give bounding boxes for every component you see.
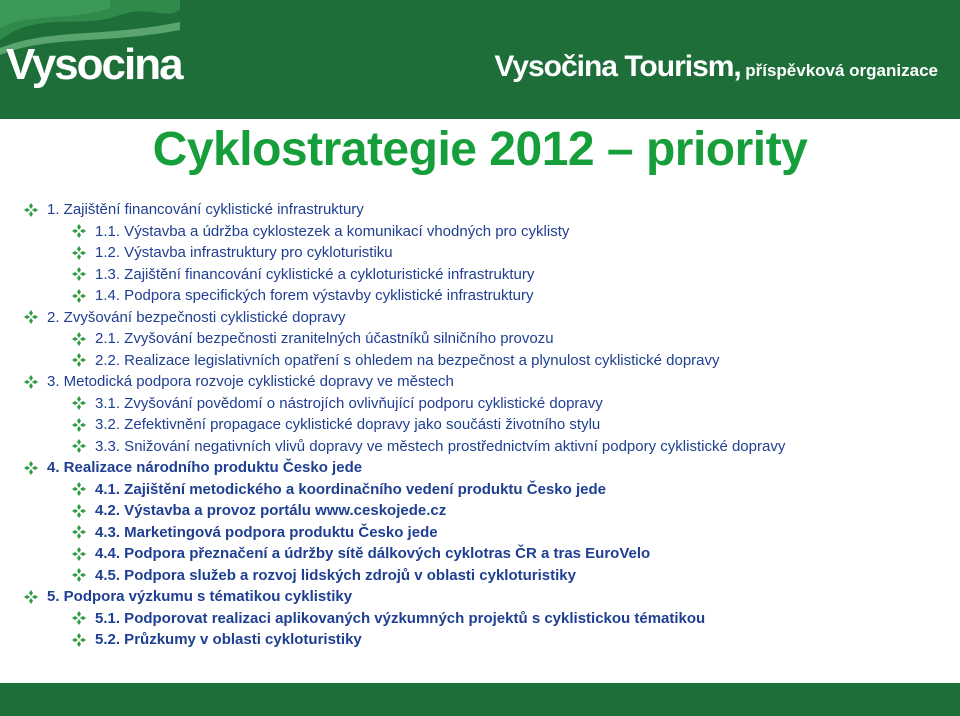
diamond-bullet-icon [72,525,86,539]
diamond-bullet-icon [72,246,86,260]
sub-priority-item [24,565,944,587]
item-text: 4. Realizace národního produktu Česko jede [47,459,363,477]
org-name: Vysočina Tourism, [494,50,741,83]
priority-item [24,307,944,329]
item-text: 3.3. Snižování negativních vlivů dopravy ve městech prostřednictvím aktivní podpory cyklistické dopravy [95,437,786,455]
priority-item [24,371,944,393]
sub-priority-item [24,436,944,458]
diamond-bullet-icon [72,633,86,647]
item-text: 2. Zvyšování bezpečnosti cyklistické dopravy [47,308,346,326]
sub-priority-item [24,285,944,307]
diamond-bullet-icon [72,482,86,496]
item-text: 4.2. Výstavba a provoz portálu www.ceskojede.cz [95,502,447,520]
diamond-bullet-icon [72,547,86,561]
diamond-bullet-icon [72,332,86,346]
sub-priority-item [24,543,944,565]
item-text: 2.2. Realizace legislativních opatření s ohledem na bezpečnost a plynulost cyklistické dopravy [95,351,720,369]
item-text: 5.1. Podporovat realizaci aplikovaných výzkumných projektů s cyklistickou tématikou [95,609,706,627]
diamond-bullet-icon [72,504,86,518]
diamond-bullet-icon [72,289,86,303]
item-text: 5. Podpora výzkumu s tématikou cyklistiky [47,588,353,606]
sub-priority-item [24,522,944,544]
item-text: 1.4. Podpora specifických forem výstavby cyklistické infrastruktury [95,287,534,305]
sub-priority-item [24,500,944,522]
sub-priority-item [24,242,944,264]
item-text: 1. Zajištění financování cyklistické infrastruktury [47,201,364,219]
sub-priority-item [24,414,944,436]
logo-wordmark: Vysocina [6,40,182,89]
sub-priority-item [24,221,944,243]
item-text: 1.2. Výstavba infrastruktury pro cykloturistiku [95,244,393,262]
organization-name [494,50,938,84]
item-text: 4.1. Zajištění metodického a koordinačního vedení produktu Česko jede [95,480,606,498]
item-text: 1.1. Výstavba a údržba cyklostezek a komunikací vhodných pro cyklisty [95,222,570,240]
item-text: 3.2. Zefektivnění propagace cyklistické dopravy jako součásti životního stylu [95,416,601,434]
sub-priority-item [24,479,944,501]
item-text: 3. Metodická podpora rozvoje cyklistické dopravy ve městech [47,373,454,391]
diamond-bullet-icon [72,396,86,410]
diamond-bullet-icon [72,611,86,625]
item-text: 3.1. Zvyšování povědomí o nástrojích ovlivňující podporu cyklistické dopravy [95,394,603,412]
item-text: 4.4. Podpora přeznačení a údržby sítě dálkových cyklotras ČR a tras EuroVelo [95,545,651,563]
sub-priority-item [24,393,944,415]
diamond-bullet-icon [24,590,38,604]
priority-item [24,586,944,608]
diamond-bullet-icon [72,418,86,432]
slide-title: Cyklostrategie 2012 – priority [152,123,808,176]
org-type: příspěvková organizace [745,61,938,80]
priority-item [24,457,944,479]
diamond-bullet-icon [72,439,86,453]
vysocina-logo [0,0,180,119]
diamond-bullet-icon [24,203,38,217]
sub-priority-item [24,629,944,651]
priority-list [24,199,944,651]
header-bar [0,0,960,119]
sub-priority-item [24,608,944,630]
diamond-bullet-icon [72,267,86,281]
diamond-bullet-icon [72,353,86,367]
item-text: 1.3. Zajištění financování cyklistické a cykloturistické infrastruktury [95,265,535,283]
diamond-bullet-icon [72,224,86,238]
footer-bar [0,683,960,716]
priority-item [24,199,944,221]
sub-priority-item [24,264,944,286]
sub-priority-item [24,328,944,350]
diamond-bullet-icon [72,568,86,582]
item-text: 2.1. Zvyšování bezpečnosti zranitelných účastníků silničního provozu [95,330,554,348]
diamond-bullet-icon [24,375,38,389]
item-text: 4.5. Podpora služeb a rozvoj lidských zdrojů v oblasti cykloturistiky [95,566,576,584]
item-text: 4.3. Marketingová podpora produktu Česko jede [95,523,438,541]
sub-priority-item [24,350,944,372]
diamond-bullet-icon [24,310,38,324]
item-text: 5.2. Průzkumy v oblasti cykloturistiky [95,631,362,649]
diamond-bullet-icon [24,461,38,475]
